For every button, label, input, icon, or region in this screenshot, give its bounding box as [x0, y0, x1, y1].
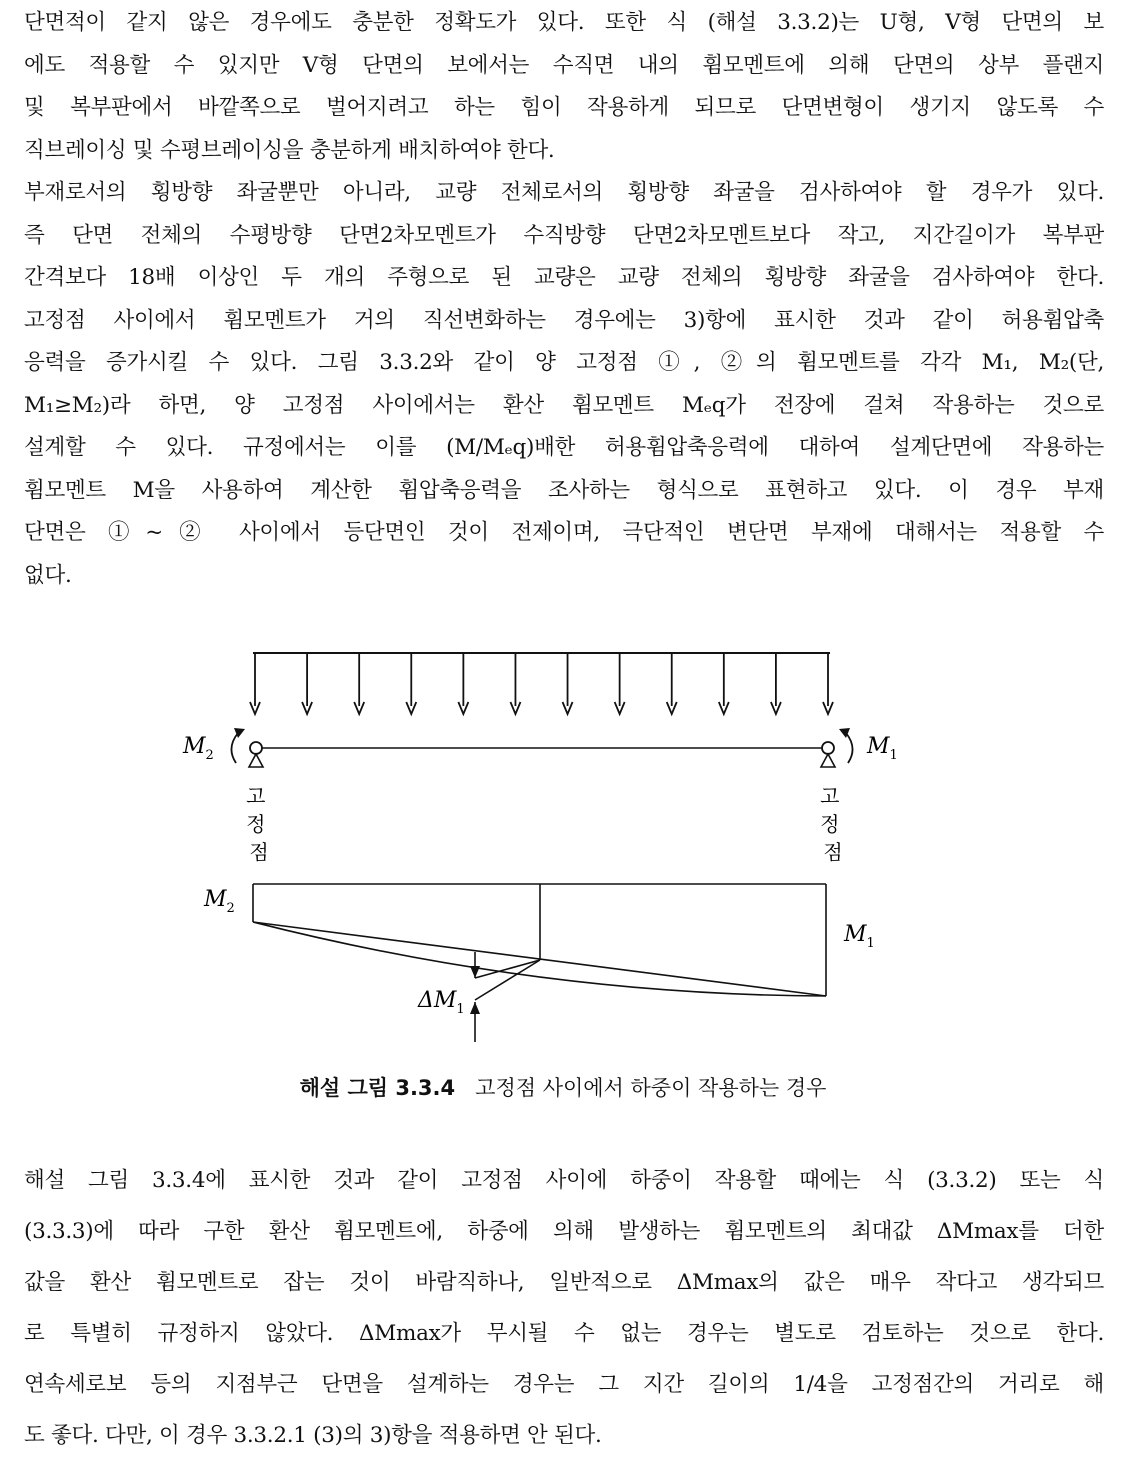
load-arrow-icon [563, 653, 573, 714]
load-arrow-icon [771, 653, 781, 714]
text-line: 휨모멘트 M을 사용하여 계산한 휨압축응력을 조사하는 형식으로 표현하고 있다. 이 경우 부재 [24, 477, 1104, 503]
text-line: M₁≥M₂)라 하면, 양 고정점 사이에서는 환산 휨모멘트 Mₑq가 전장에 걸쳐 작용하는 것으로 [24, 392, 1104, 418]
left-moment-arrow-icon [231, 728, 245, 763]
load-arrow-icon [615, 653, 625, 714]
label-delta-m1: $\Delta M_1$ [418, 988, 465, 1017]
distributed-load-group [250, 653, 833, 714]
text-line: 직브레이싱 및 수평브레이싱을 충분하게 배치하여야 한다. [24, 137, 555, 163]
text-line: 응력을 증가시킬 수 있다. 그림 3.3.2와 같이 양 고정점 ①, ②의 휨모멘트를 각각 M₁, M₂(단, [24, 350, 1104, 375]
load-arrow-icon [667, 653, 677, 714]
load-arrow-icon [250, 653, 260, 714]
text-line: 에도 적용할 수 있지만 V형 단면의 보에서는 수직면 내의 휨모멘트에 의해 단면의 상부 플랜지 [24, 52, 1104, 78]
label-m1: $M_1$ [867, 734, 898, 763]
text-line: (3.3.3)에 따라 구한 환산 휨모멘트에, 하중에 의해 발생하는 휨모멘트의 최대값 ΔMmax를 더한 [24, 1219, 1104, 1244]
text-line: 고정점 사이에서 휨모멘트가 거의 직선변화하는 경우에는 3)항에 표시한 것과 같이 허용휨압축 [24, 307, 1104, 333]
label-m2-diagram: $M_2$ [204, 887, 235, 916]
caption-number: 해설 그림 3.3.4 [299, 1076, 456, 1100]
load-arrow-icon [719, 653, 729, 714]
text-line: 및 복부판에서 바깥쪽으로 벌어지려고 하는 힘이 작용하게 되므로 단면변형이 생기지 않도록 수 [24, 95, 1104, 120]
load-arrow-icon [302, 653, 312, 714]
load-arrow-icon [510, 653, 520, 714]
left-support-label: 고 정 점 [246, 784, 269, 864]
text-line: 즉 단면 전체의 수평방향 단면2차모멘트가 수직방향 단면2차모멘트보다 작고, 지간길이가 복부판 [24, 222, 1104, 248]
delta-arrow-up-icon [470, 1002, 480, 1014]
left-support-icon [249, 742, 263, 767]
figure-caption [0, 1072, 1126, 1102]
text-line: 연속세로보 등의 지점부근 단면을 설계하는 경우는 그 지간 길이의 1/4을 고정점간의 거리로 해 [24, 1372, 1104, 1397]
text-line: 해설 그림 3.3.4에 표시한 것과 같이 고정점 사이에 하중이 작용할 때에는 식 (3.3.2) 또는 식 [24, 1168, 1104, 1193]
load-arrow-icon [406, 653, 416, 714]
right-moment-arrow-icon [839, 728, 853, 763]
text-line: 단면은 ①~② 사이에서 등단면인 것이 전제이며, 극단적인 변단면 부재에 대해서는 적용할 수 [24, 520, 1104, 545]
moment-diagram [253, 884, 826, 1042]
bottom-paragraph [24, 1155, 1104, 1461]
text-line: 도 좋다. 다만, 이 경우 3.3.2.1 (3)의 3)항을 적용하면 안 된다. [24, 1423, 602, 1448]
right-support-icon [821, 742, 835, 767]
label-m2: $M_2$ [183, 734, 214, 763]
right-support-label: 고 정 점 [820, 784, 843, 864]
text-line: 없다. [24, 562, 72, 588]
delta-arrow-down-icon [470, 966, 480, 978]
load-arrow-icon [458, 653, 468, 714]
text-line: 간격보다 18배 이상인 두 개의 주형으로 된 교량은 교량 전체의 횡방향 좌굴을 검사하여야 한다. [24, 265, 1104, 290]
text-line: 단면적이 같지 않은 경우에도 충분한 정확도가 있다. 또한 식 (해설 3.3.2)는 U형, V형 단면의 보 [24, 10, 1104, 35]
text-line: 로 특별히 규정하지 않았다. ΔMmax가 무시될 수 없는 경우는 별도로 검토하는 것으로 한다. [24, 1321, 1104, 1346]
load-arrow-icon [354, 653, 364, 714]
load-arrows [250, 653, 833, 714]
text-line: 부재로서의 횡방향 좌굴뿐만 아니라, 교량 전체로서의 횡방향 좌굴을 검사하여야 할 경우가 있다. [24, 180, 1104, 205]
caption-text: 고정점 사이에서 하중이 작용하는 경우 [475, 1076, 827, 1100]
text-line: 값을 환산 휨모멘트로 잡는 것이 바람직하나, 일반적으로 ΔMmax의 값은 매우 작다고 생각되므 [24, 1270, 1104, 1295]
label-m1-diagram: $M_1$ [844, 922, 875, 951]
load-arrow-icon [823, 653, 833, 714]
top-paragraph [24, 2, 1104, 597]
text-line: 설계할 수 있다. 규정에서는 이를 (M/Mₑq)배한 허용휨압축응력에 대하여 설계단면에 작용하는 [24, 435, 1104, 460]
beam-moment-figure [0, 630, 1126, 1070]
